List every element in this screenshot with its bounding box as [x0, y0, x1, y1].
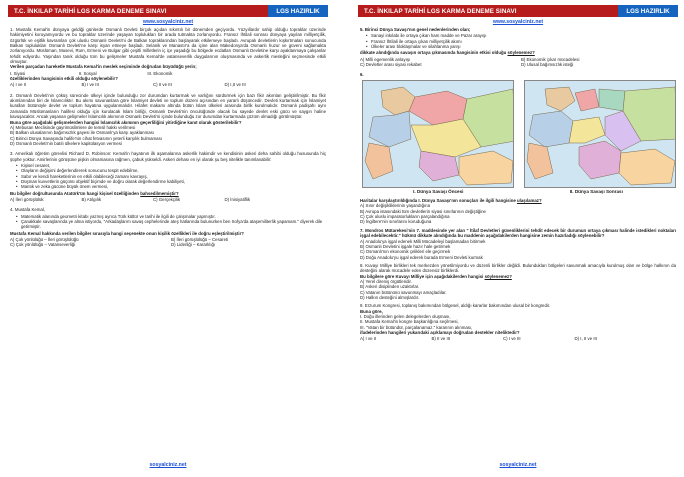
- bullet-item: • Olayların değişimi değerlendirerek sonucunu tespit edebilme,: [16, 168, 326, 173]
- question-7: [358, 228, 678, 260]
- question-9: [358, 303, 678, 341]
- question-3: [8, 151, 328, 202]
- option-d[interactable]: D) İngiltere'nin sınırlarını koruduğuna: [360, 219, 432, 225]
- option-a[interactable]: A) Yerel direniş örgütleridir.: [360, 278, 412, 284]
- option-b[interactable]: B) Atılgılık: [81, 196, 102, 202]
- question-text: 7. Mondros Mütarekesi'nin 7. maddesinde yer alan " İtilaf Devletleri güvenliklerini tehdit edecek bir durumun ortaya çıkması halinde istedikleri noktaları işgal edebilecektir." hükmü dikkate alındığında bu maddenin aşağıdakilerden hangisine zemin hazırladığı söylenebilir?: [360, 227, 676, 239]
- europe-map-after: [524, 80, 676, 188]
- question-text: 5. Birinci Dünya Savaşı'nın genel nedenlerinden olan;: [360, 27, 471, 32]
- bullet-item: • Mantık ve zeka gücüne büyük önem vermesi,: [16, 184, 326, 189]
- footer-url[interactable]: sosyalciniz.net: [149, 462, 187, 468]
- option-a[interactable]: A) I ve II: [360, 336, 377, 342]
- option-a[interactable]: A) Mebusan Meclisinde gayrimüslimlere de temsil hakkı verilmesi: [10, 124, 136, 130]
- question-number: 6.: [360, 72, 364, 78]
- question-6: [358, 72, 678, 224]
- question-8: [358, 263, 678, 300]
- item: I. Siyasi: [10, 70, 26, 76]
- bullet-item: • Sanayi inkılabı ile ortaya çıkan ham madde ve Pazar arayışı: [366, 33, 676, 38]
- option-b[interactable]: B) İleri görüşlülüğü – Cesareti: [171, 237, 229, 243]
- page-header: [8, 5, 328, 17]
- option-c[interactable]: C) I ve III: [503, 336, 521, 342]
- question-stem: Buna göre aşağıdaki gelişmelerden hangisi İslamcılık akımının geçerliliğini yitirdiğine kanıt olarak gösterilebilir?: [10, 119, 242, 125]
- question-text: 3. Amerikalı öğretim görevlisi Richard D. Robinson: Kemal'in hayatının ilk aşamalarına askerlik hakimdir ve kendisinin askeri deha sahibi olduğu hususunda hiç şüphe yoktur. Amirlerinin görüşüne pişkin olmamasına rağmen, çabuk yükseldi. Askeri dehası en iyi olarak şu beş nitelikle tanımlanabilir:: [10, 151, 326, 162]
- option-b[interactable]: B) Askeri disiplinden uzaktırlar.: [360, 284, 420, 290]
- question-stem: Verilen parçadan hareketle Mustafa Kemal'in meslek seçiminde doğrudan büyüdüğü yerin;: [10, 64, 197, 70]
- question-5: [358, 27, 678, 67]
- question-2: [8, 93, 328, 146]
- question-text: 4. Mustafa Kemal,: [10, 207, 46, 213]
- question-stem: Haritalar karşılaştırıldığında I. Dünya Savaşı'nın sonuçları ile ilgili hangisine ulaşılamaz?: [360, 198, 542, 204]
- header-title: T.C. İNKILAP TARİHİ LGS KARMA DENEME SINAVI: [358, 5, 618, 17]
- item: III. Ekonomik: [147, 70, 173, 76]
- option-a[interactable]: A) Sınır değişikliklerinin yaşandığına: [360, 203, 431, 209]
- option-d[interactable]: D) Liderliği – Kararlılığı: [171, 242, 216, 248]
- question-stem: Buna göre,: [360, 308, 383, 314]
- option-a[interactable]: A) İleri görüşlülük: [10, 196, 44, 202]
- item: I. Doğu illerinden gelen delegelerden oluşması,: [360, 313, 451, 319]
- bullet-item: • Kişisel cesaret,: [16, 163, 326, 168]
- item: III. "Vatan bir bütündür, parçalanamaz." kararının alınması,: [360, 324, 473, 330]
- item: II. Mustafa Kemal'in kongre başkanlığına seçilmesi,: [360, 319, 459, 325]
- bullet-item: • Düşman kuvvetlerin güçünü objektif biçimde ve doğru olarak değerlendirme kabiliyeti,: [16, 179, 326, 184]
- option-c[interactable]: C) Birinci Dünya Savaşında halife'nin cihat fetvasının yeterli karşılık bulmaması: [10, 135, 162, 141]
- option-c[interactable]: C) Osmanlı'nın ekonomik çelikleri ele geçirmek: [360, 249, 451, 255]
- question-ask: ifadelerinden hangileri yukarıdaki açıklamayı doğrudan destekler niteliktedir?: [360, 330, 520, 335]
- question-1: [8, 27, 328, 88]
- option-a[interactable]: A) Çok yönlülüğü – İleri görüşlülüğü: [10, 237, 79, 243]
- header-url[interactable]: www.sosyalciniz.net: [142, 19, 194, 25]
- bullet-item: • Ülkeler arası bloklaşmalar ve silahlanma yarışı: [366, 44, 676, 49]
- left-page: [8, 5, 328, 471]
- option-b[interactable]: B) Avrupa istasındaki tüm devletlerin siyasi sınırlarının değiştiğine: [360, 208, 486, 214]
- question-text: 8. Kuvayı Milliye birlikleri tek merkezden yönetilmiyordu ve düzenli birlikler değildi. Bulundukları bölgeleri savunmak amacıyla kurulmuş olan ve bölge halkının da desteğini alarak mücadele eden düzensiz birliklerdi.: [360, 262, 676, 274]
- option-d[interactable]: D) Osmanlı Devleti'nin batılı ülkelere kapitülasyon vermesi: [10, 140, 122, 146]
- option-c[interactable]: C) Çok uluslu imparatorlukların parçalandığına: [360, 214, 450, 220]
- question-stem: Bu bilgilere göre Kuvayı Milliye için aşağıdakilerden hangisi söylenemez?: [360, 273, 512, 279]
- question-4: [8, 207, 328, 247]
- option-c[interactable]: C) Gerçekçilik: [153, 196, 181, 202]
- option-b[interactable]: B) Balkan ulusalarının bağımsızlık gayesi ile Osmanlı'ya karşı ayaklanması: [10, 130, 154, 136]
- question-text: 2. Osmanlı Devleti'nin çöküş sürecinde ülkeyi içinde bulunduğu zor durumdan kurtarmak ve varlığını sürdürmek için bazı fikir akımları geliştirilmiştir. Bu fikir akımlarından biri de İslamcılıktır. Bu akımı savunanlara göre İslamiyet devleti ve toplum düzeni açısından en yararlı düşüncedir. Devleti kurtarmak için İslamiyet kuralları bütünüyle devlet ve toplum hayatına uygulanmalıdır. Hilafet makamı altında bütün İslam ülkeleri arasında birlik kurulmalıdır. Osmanlı padişahı aynı zamanda Müslümanların halifesi olduğu için kurulacak İslam birliği, Osmanlı Devleti'nin önculüğünde olacak bu sayede devlet eski gücü ve saygın haline kavuşacaktır. Ancak yaşanan gelişmeler İslamcılık akımının Osmanlı Devleti'ni içinde bulunduğu zor durumdan kurtarmada çözüm olmadığı görülmüştür.: [10, 92, 326, 120]
- option-d[interactable]: D) Ulusal bağımsızlık isteği: [521, 62, 574, 68]
- option-b[interactable]: B) I ve III: [81, 82, 99, 88]
- bullet-item: • Çanakkale savaşlarında ye alma istiyordu, "Arkadaşlarım savaş cephelerinde ateş hatlarında bulunurken ben Sofya'da ataşemiliterlik yapamam." diyerek dile getirmiştir.: [16, 219, 326, 230]
- header-tag: LGS HAZIRLIK: [268, 5, 328, 17]
- option-b[interactable]: B) II ve III: [431, 336, 451, 342]
- option-c[interactable]: C) II ve III: [153, 82, 172, 88]
- question-stem: dikkate alındığında savaşın ortaya çıkmasında hangisinin etkisi olduğu söylenemez?: [360, 50, 535, 56]
- bullet-item: • Matematik alanında geometri kitabı yazmış ayrıca Türk kültür ve tarihi ile ilgili de çalışmalar yapmıştır.: [16, 214, 326, 219]
- bullet-item: • Sabır ve kendi hareketlerinin en etkili olabileceği zamanı kavrayış,: [16, 174, 326, 179]
- europe-map-before: [362, 80, 514, 188]
- question-text: 1. Mustafa Kemal'in dünyaya geldiği günlerde Osmanlı Devleti birçok açıdan sıkıntılı bir dönemden geçiyordu. Yüzyıllardır sahip olduğu topraklar üzerinde hakimiyetini koruyamıyordu ve bu topraklar üzerinde yaşayan toplulukları bir arada tutmakta zorlanıyordu. Fransız İhtilali sonrası dünyaya yayılan milliyetçilik, özgürlük ve eşitlik kavramları çok uluslu Osmanlı Devleti'ni de Balkan topraklarından başlayarak etkilemeye başladı. Avrupalı devletlerin kışkırtmaları sonucunda Balkan toplulukları Osmanlı Devleti'ne karşı isyan etmeye başladı. Selanik ve Manastır'a da içine alan Makedonya'da Osmanlı huzur ve güveni sağlamakta zorlanıyordu. Müslüman, Musevi, Rum, Ermeni ve Bulgar gibi çeşitli milletlerin iç içe yaşadığı bu bölgede ecdatları Osmanlı Devletine karşı ayaklanmaya çalışanlar tehdit ediyordu. Yaşından tanık olduğu tüm bu gelişmeler Mustafa Kemal'de vatanseverlik duygularının oluşmasında ve askerlik mesleğini seçmesinde etkili olmuştur.: [10, 27, 326, 65]
- question-stem: Bu bilgiler doğrultusunda Atatürk'ün hangi kişisel özelliğinden bahsedilmemiştir?: [10, 190, 179, 196]
- option-a[interactable]: A) Anadolu'ya işgal edenek Milli Mücadeleyi başlamadan bitirmek: [360, 238, 486, 244]
- option-c[interactable]: C) Çok yönlülüğü – Vatanseverliği: [10, 242, 76, 248]
- question-stem: Mustafa Kemal hakkında verilen bilgiler sırasıyla hangi seçenekte onun kişilik özellikleri ile doğru eşleştirilmiştir?: [10, 230, 244, 236]
- header-title: T.C. İNKILAP TARİHİ LGS KARMA DENEME SINAVI: [8, 5, 268, 17]
- footer-url[interactable]: sosyalciniz.net: [499, 462, 537, 468]
- item: II. Sosyal: [78, 70, 97, 76]
- option-d[interactable]: D) I, II ve III: [574, 336, 597, 342]
- bullet-item: • Fransız İhtilali ile ortaya çıkan milliyetçilik akımı: [366, 39, 676, 44]
- option-c[interactable]: C) Devletler arası siyasi rekabet: [360, 62, 422, 68]
- question-text: 9. Erzurum Kongresi, toplanış bakımından bölgesel, aldığı kararlar bakımından ulusal bir kongredir.: [360, 303, 551, 309]
- option-a[interactable]: A) Milli egemenlik anlayışı: [360, 56, 411, 62]
- option-c[interactable]: C) Vatanın bütününü savunmayı amaçladılar.: [360, 289, 447, 295]
- header-url[interactable]: www.sosyalciniz.net: [492, 19, 544, 25]
- map-caption-before: I. Dünya Savaşı Öncesi: [413, 188, 464, 194]
- right-page: [358, 5, 678, 471]
- option-b[interactable]: B) Ekonomik çıkar mücadelesi: [521, 56, 580, 62]
- question-ask: özelliklerinden hangisinin etkili olduğu söylenebilir?: [10, 76, 118, 82]
- option-b[interactable]: B) Osmanlı Devletini işgale hazır hale getirmek: [360, 243, 451, 249]
- option-a[interactable]: A) I ve II: [10, 82, 27, 88]
- option-d[interactable]: D) İnisiyatiflik: [224, 196, 251, 202]
- option-d[interactable]: D) Halkın desteğini almışlardır.: [360, 294, 420, 300]
- header-tag: LGS HAZIRLIK: [618, 5, 678, 17]
- option-d[interactable]: D) I,II ve III: [224, 82, 246, 88]
- map-caption-after: II. Dünya Savaşı Sonrası: [569, 188, 623, 194]
- page-header: [358, 5, 678, 17]
- option-d[interactable]: D) Doğu Anadolu'yu işgal ederek burada Ermeni Devleti kurmak: [360, 254, 483, 260]
